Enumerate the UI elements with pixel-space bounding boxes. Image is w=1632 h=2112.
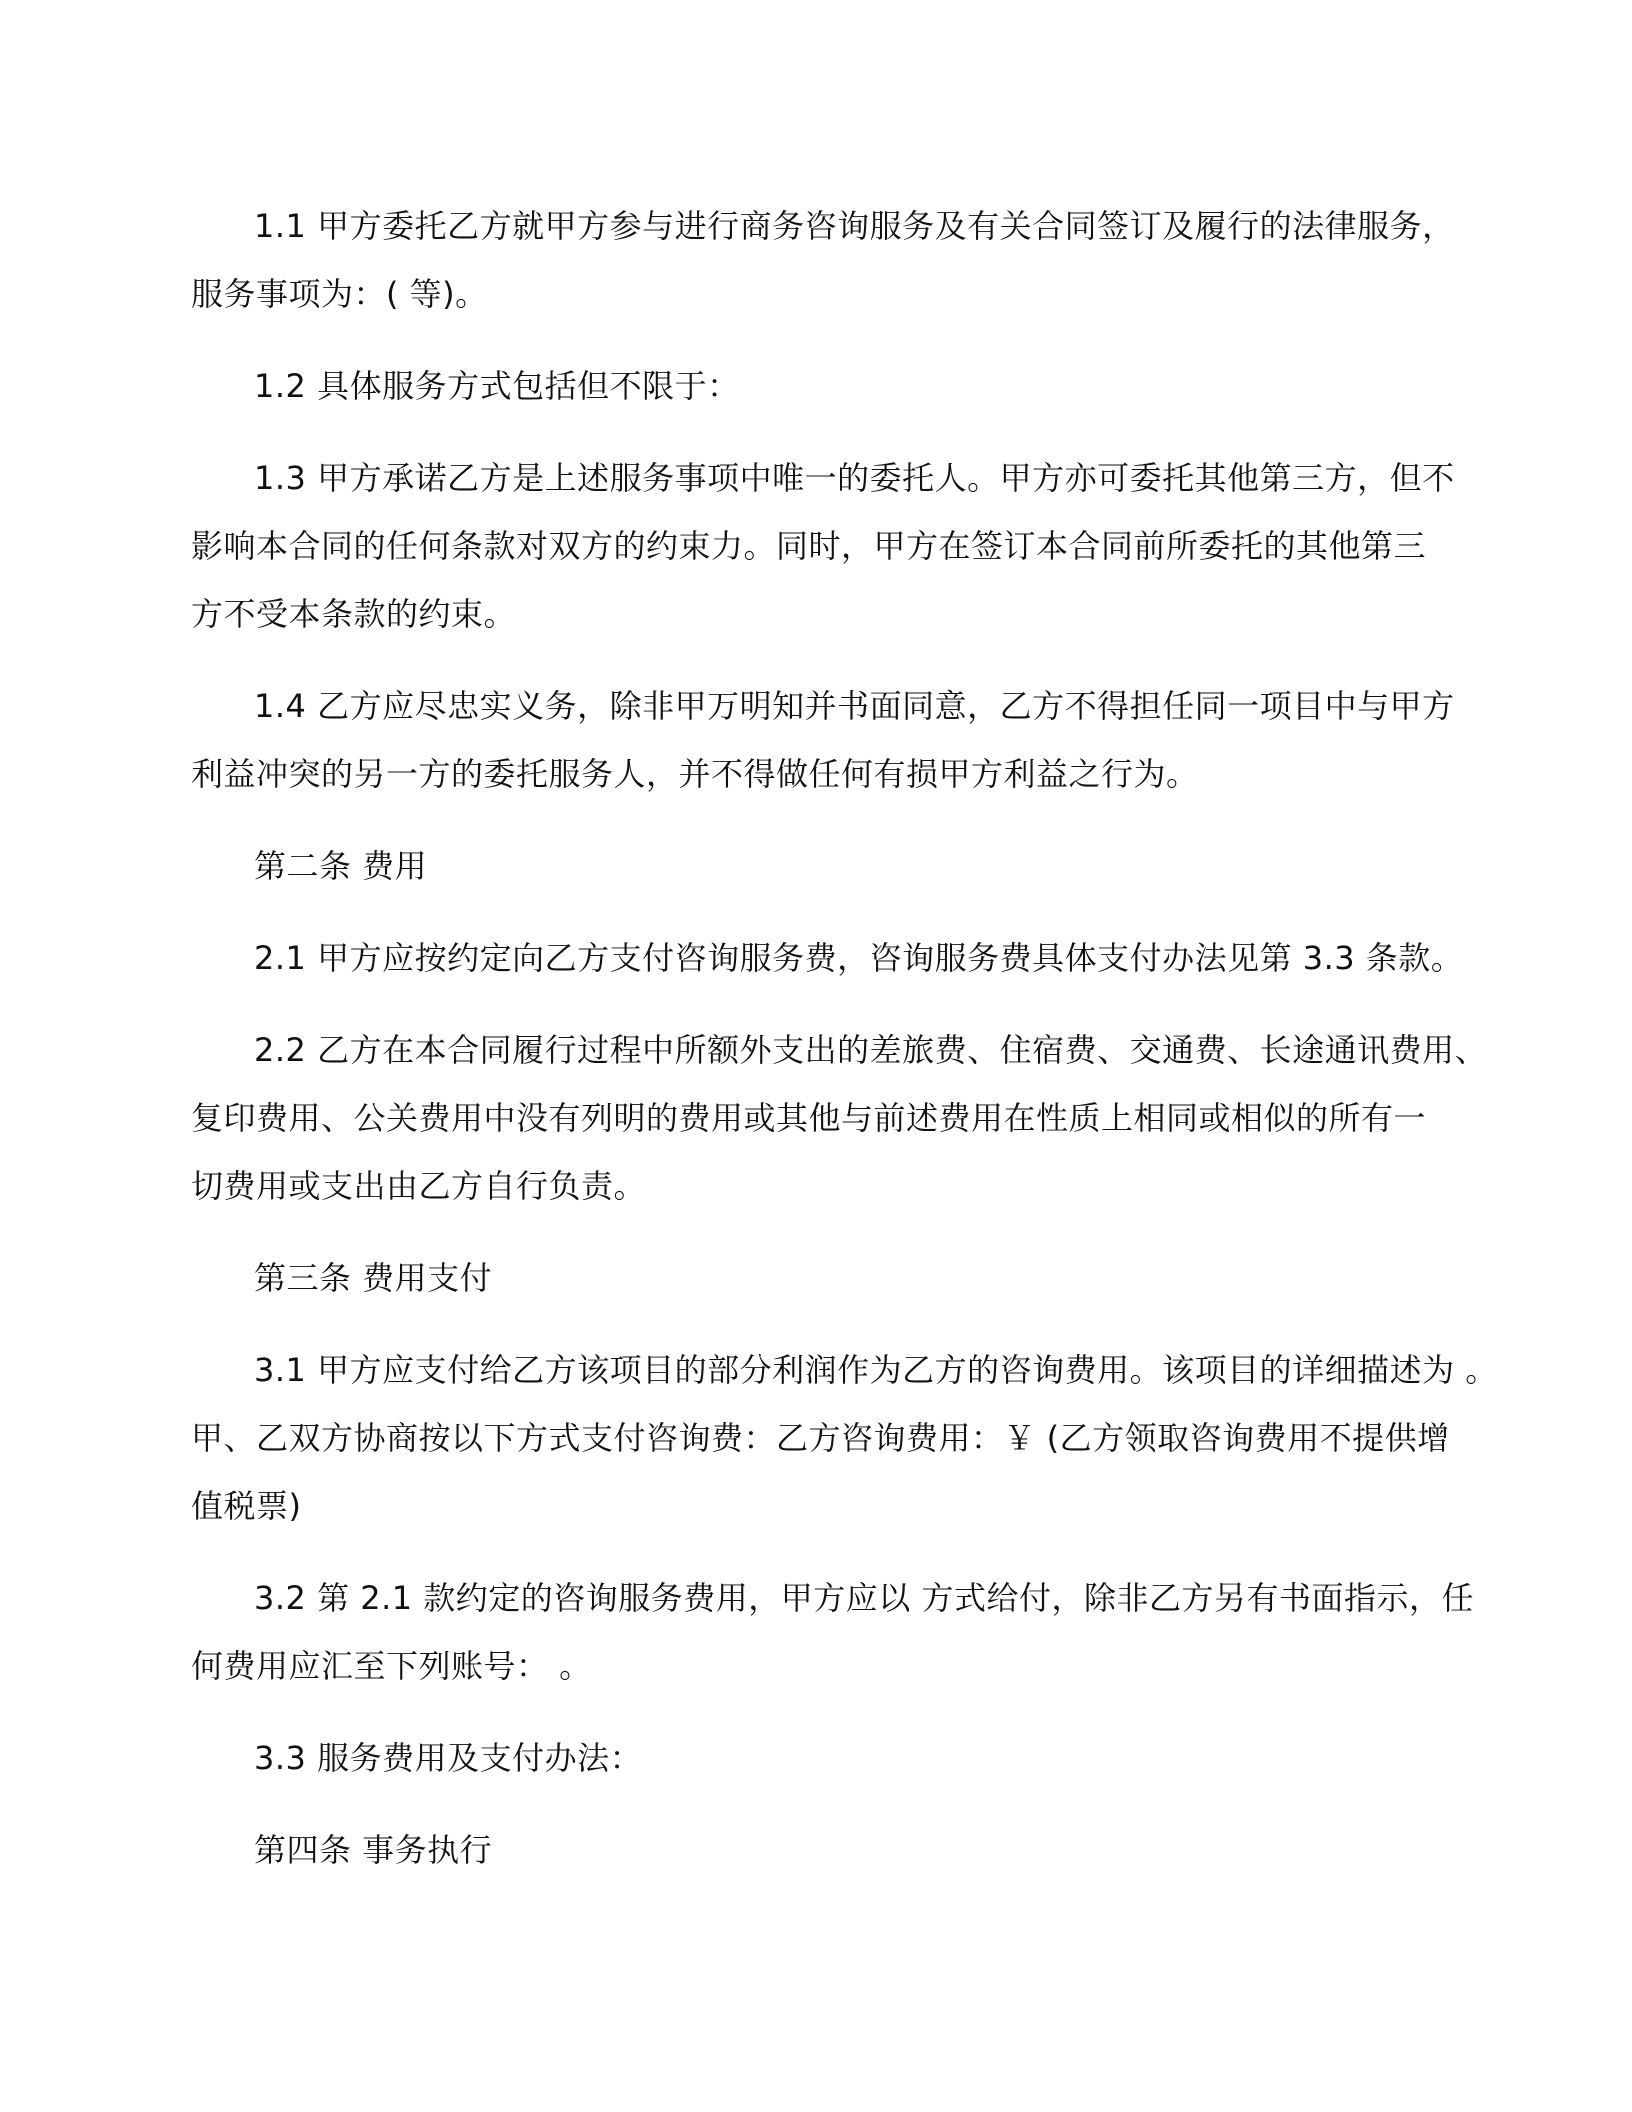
clause-2-1-line-1: 2.1 甲方应按约定向乙方支付咨询服务费，咨询服务费具体支付办法见第 3.3 条款。 [254, 939, 1464, 977]
clause-3-2-line-2: 何费用应汇至下列账号： 。 [191, 1647, 592, 1685]
clause-1-3-line-1: 1.3 甲方承诺乙方是上述服务事项中唯一的委托人。甲方亦可委托其他第三方，但不 [254, 459, 1455, 497]
clause-1-3-line-3: 方不受本条款的约束。 [191, 595, 517, 633]
clause-2-2-line-1: 2.2 乙方在本合同履行过程中所额外支出的差旅费、住宿费、交通费、长途通讯费用、 [254, 1031, 1488, 1069]
clause-2-2-line-2: 复印费用、公关费用中没有列明的费用或其他与前述费用在性质上相同或相似的所有一 [191, 1099, 1427, 1137]
clause-1-1-line-2: 服务事项为：( 等)。 [191, 275, 488, 313]
clause-1-1 [191, 192, 1461, 328]
clause-1-3-line-2: 影响本合同的任何条款对双方的约束力。同时，甲方在签订本合同前所委托的其他第三 [191, 527, 1427, 565]
clause-3-2 [191, 1564, 1474, 1700]
clause-1-4-line-2: 利益冲突的另一方的委托服务人，并不得做任何有损甲方利益之行为。 [191, 755, 1199, 793]
clause-3-3 [191, 1724, 1461, 1792]
clause-3-1-line-2: 甲、乙双方协商按以下方式支付咨询费：乙方咨询费用：￥ (乙方领取咨询费用不提供增 [191, 1419, 1450, 1457]
clause-1-3 [191, 444, 1461, 648]
section-2-heading: 第二条 费用 [254, 847, 428, 885]
clause-1-2 [191, 352, 1461, 420]
clause-2-1 [191, 924, 1464, 992]
section-3-heading: 第三条 费用支付 [254, 1259, 493, 1297]
document-body [191, 192, 1498, 1908]
clause-3-1-line-3: 值税票) [191, 1487, 302, 1525]
clause-2-2 [191, 1016, 1488, 1220]
clause-1-4 [191, 672, 1461, 808]
clause-3-1 [191, 1336, 1498, 1540]
clause-1-1-line-1: 1.1 甲方委托乙方就甲方参与进行商务咨询服务及有关合同签订及履行的法律服务， [254, 207, 1455, 245]
clause-3-1-line-1: 3.1 甲方应支付给乙方该项目的部分利润作为乙方的咨询费用。该项目的详细描述为 。 [254, 1351, 1498, 1389]
clause-2-2-line-3: 切费用或支出由乙方自行负责。 [191, 1167, 647, 1205]
clause-3-2-line-1: 3.2 第 2.1 款约定的咨询服务费用，甲方应以 方式给付，除非乙方另有书面指示，任 [254, 1579, 1474, 1617]
clause-1-4-line-1: 1.4 乙方应尽忠实义务，除非甲万明知并书面同意，乙方不得担任同一项目中与甲方 [254, 687, 1455, 725]
clause-1-2-line-1: 1.2 具体服务方式包括但不限于： [254, 367, 740, 405]
clause-3-3-line-1: 3.3 服务费用及支付办法： [254, 1739, 643, 1777]
section-4-heading: 第四条 事务执行 [254, 1831, 493, 1869]
